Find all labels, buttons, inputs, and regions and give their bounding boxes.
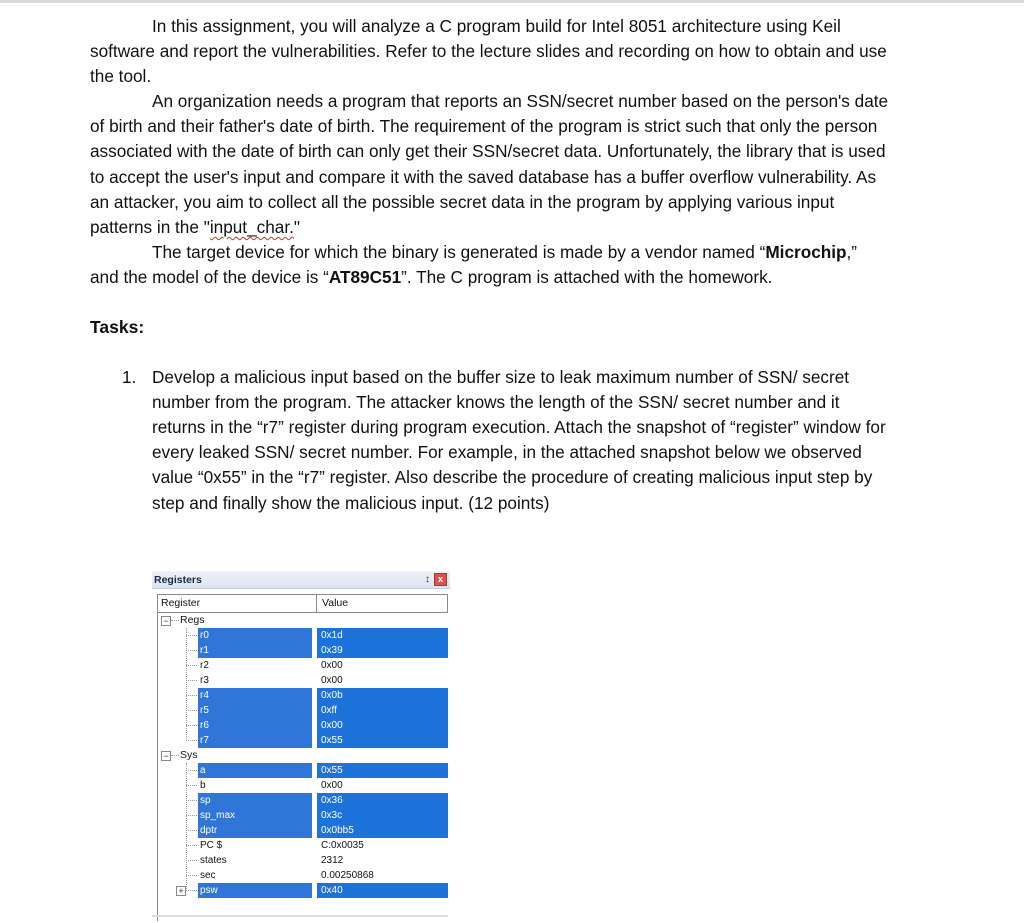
collapse-icon[interactable]: −	[161, 751, 171, 761]
sys-rows	[158, 763, 448, 898]
register-name: r1	[200, 645, 209, 656]
sys-row-dptr[interactable]	[158, 823, 448, 838]
page-top-border	[0, 0, 1024, 3]
register-value[interactable]: 0x36	[321, 795, 343, 806]
regs-row-r5[interactable]	[158, 703, 448, 718]
register-value[interactable]: 2312	[321, 855, 344, 866]
registers-title: Registers	[154, 573, 202, 586]
regs-rows	[158, 628, 448, 748]
expand-icon[interactable]: +	[176, 886, 186, 896]
register-name: dptr	[200, 825, 218, 836]
register-name: r3	[200, 675, 209, 686]
group-sys[interactable]	[158, 748, 448, 763]
input-char-term: input_char.	[209, 216, 294, 237]
register-value[interactable]: 0x39	[321, 645, 343, 656]
device-model: AT89C51	[328, 266, 402, 287]
register-value[interactable]: 0x1d	[321, 630, 343, 641]
intro-paragraph-3	[90, 240, 890, 290]
intro-paragraph-2-text: An organization needs a program that reports an SSN/secret number based on the person's date of birth and their father's date of birth. The requirement of the program is strict such that only the person associated with the date of birth can only get their SSN/secret data. Unfortunately, the library that is used to accept the user's input and compare it with the saved database has a buffer overflow vulnerability. As an attacker, you aim to collect all the possible secret data in the program by applying various input patterns in the "	[90, 91, 889, 237]
register-value[interactable]: 0x00	[321, 780, 343, 791]
sys-row-pc[interactable]	[158, 838, 448, 853]
window-bottom-edge	[152, 915, 448, 917]
sys-row-sp_max[interactable]	[158, 808, 448, 823]
sys-row-psw[interactable]	[158, 883, 448, 898]
register-name: r2	[200, 660, 209, 671]
group-sys-label: Sys	[180, 749, 198, 761]
register-name: sp_max	[200, 810, 236, 821]
register-value[interactable]: 0x0bb5	[321, 825, 354, 836]
regs-row-r3[interactable]	[158, 673, 448, 688]
register-value[interactable]: 0x00	[321, 675, 343, 686]
group-regs[interactable]	[158, 613, 448, 628]
p3-text-c: ”. The C program is attached with the homework.	[401, 266, 773, 287]
register-name: PC $	[200, 840, 223, 851]
register-name: r5	[200, 705, 209, 716]
register-value[interactable]: 0x0b	[321, 690, 343, 701]
task-1-text: Develop a malicious input based on the buffer size to leak maximum number of SSN/ secret number from the program. The attacker knows the length of the SSN/ secret number and it returns in the “r7” register during program execution. Attach the snapshot of “register” window for every leaked SSN/ secret number. For example, in the attached snapshot below we observed value “0x55” in the “r7” register. Also describe the procedure of creating malicious input step by step and finally show the malicious input. (12 points)	[152, 367, 886, 513]
column-register[interactable]: Register	[158, 595, 317, 612]
register-name: r4	[200, 690, 209, 701]
regs-row-r0[interactable]	[158, 628, 448, 643]
pin-icon[interactable]: ↕	[425, 574, 430, 585]
sys-row-sp[interactable]	[158, 793, 448, 808]
tasks-heading: Tasks:	[90, 317, 145, 338]
register-value[interactable]: 0x00	[321, 660, 343, 671]
register-name: r0	[200, 630, 209, 641]
p3-text-b: ,” and the model of the device is “	[90, 241, 858, 287]
register-value[interactable]: 0x40	[321, 885, 343, 896]
register-grid-header	[158, 594, 448, 613]
register-value[interactable]: 0x00	[321, 720, 343, 731]
register-name: psw	[200, 885, 218, 896]
regs-row-r7[interactable]	[158, 733, 448, 748]
task-1-number: 1.	[122, 367, 137, 388]
collapse-icon[interactable]: −	[161, 616, 171, 626]
regs-row-r1[interactable]	[158, 643, 448, 658]
group-regs-label: Regs	[180, 614, 205, 626]
register-name: states	[200, 855, 227, 866]
intro-paragraph-2	[90, 89, 890, 240]
register-name: sp	[200, 795, 211, 806]
registers-window	[152, 571, 450, 921]
register-name: a	[200, 765, 206, 776]
register-value[interactable]: C:0x0035	[321, 840, 364, 851]
register-name: sec	[200, 870, 216, 881]
regs-row-r2[interactable]	[158, 658, 448, 673]
register-name: r7	[200, 735, 209, 746]
document-body	[90, 14, 890, 516]
register-value[interactable]: 0x3c	[321, 810, 343, 821]
register-name: b	[200, 780, 206, 791]
task-1-number-col	[90, 365, 152, 516]
sys-row-states[interactable]	[158, 853, 448, 868]
close-icon[interactable]: x	[434, 573, 447, 586]
regs-row-r4[interactable]	[158, 688, 448, 703]
register-value[interactable]: 0x55	[321, 735, 343, 746]
column-value[interactable]: Value	[322, 597, 349, 609]
register-value[interactable]: 0x55	[321, 765, 343, 776]
sys-row-a[interactable]	[158, 763, 448, 778]
sys-row-sec[interactable]	[158, 868, 448, 883]
intro-paragraph-2-end: "	[293, 216, 301, 237]
registers-titlebar	[152, 571, 450, 589]
register-value[interactable]: 0xff	[321, 705, 337, 716]
p3-text-a: The target device for which the binary is generated is made by a vendor named “	[152, 241, 766, 262]
vendor-name: Microchip	[765, 241, 847, 262]
intro-paragraph-1: In this assignment, you will analyze a C program build for Intel 8051 architecture using Keil software and report the vulnerabilities. Refer to the lecture slides and recording on how to obtain and use the tool.	[90, 16, 887, 87]
register-value[interactable]: 0.00250868	[321, 870, 374, 881]
register-grid	[157, 594, 448, 921]
sys-row-b[interactable]	[158, 778, 448, 793]
register-name: r6	[200, 720, 209, 731]
regs-row-r6[interactable]	[158, 718, 448, 733]
task-list	[90, 365, 890, 516]
